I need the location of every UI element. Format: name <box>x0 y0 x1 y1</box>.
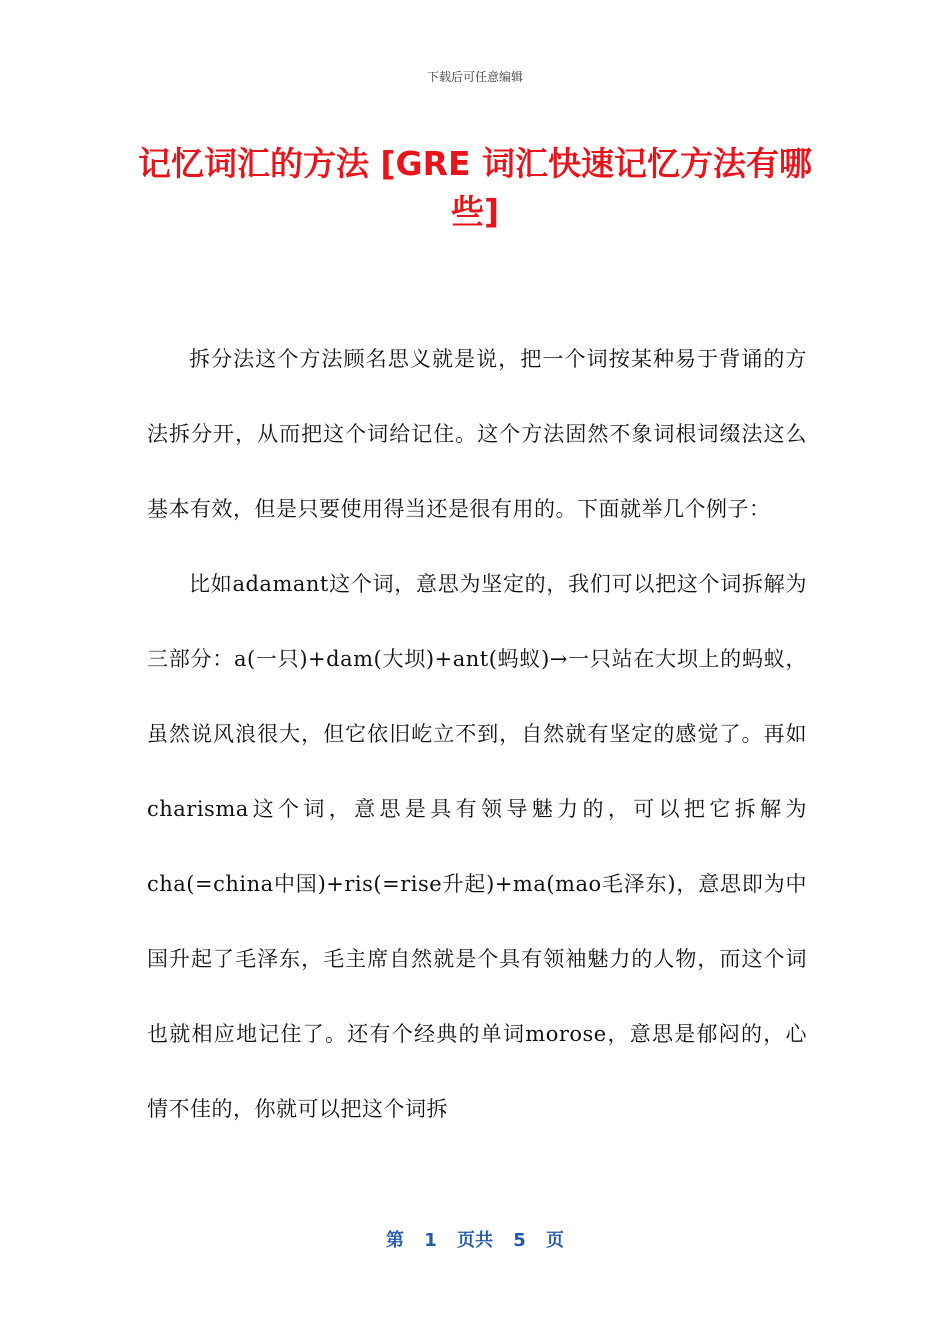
page-number-footer: 第 1 页共 5 页 <box>385 1230 565 1251</box>
document-title: 记忆词汇的方法 [GRE 词汇快速记忆方法有哪些] <box>137 144 813 231</box>
paragraph-2: 比如adamant这个词，意思为坚定的，我们可以把这个词拆解为三部分：a(一只)+dam(大坝)+ant(蚂蚁)→一只站在大坝上的蚂蚁，虽然说风浪很大，但它依旧屹立不到，自然就有坚定的感觉了。再如charisma这个词，意思是具有领导魅力的，可以把它拆解为cha(=china中国)+ris(=rise升起)+ma(mao毛泽东)，意思即为中国升起了毛泽东，毛主席自然就是个具有领袖魅力的人物，而这个词也就相应地记住了。还有个经典的单词morose，意思是郁闷的，心情不佳的，你就可以把这个词拆 <box>147 572 807 1121</box>
document-body <box>147 322 807 1147</box>
paragraph-1: 拆分法这个方法顾名思义就是说，把一个词按某种易于背诵的方法拆分开，从而把这个词给记住。这个方法固然不象词根词缀法这么基本有效，但是只要使用得当还是很有用的。下面就举几个例子： <box>147 347 807 521</box>
page-header-note: 下载后可任意编辑 <box>426 70 523 84</box>
